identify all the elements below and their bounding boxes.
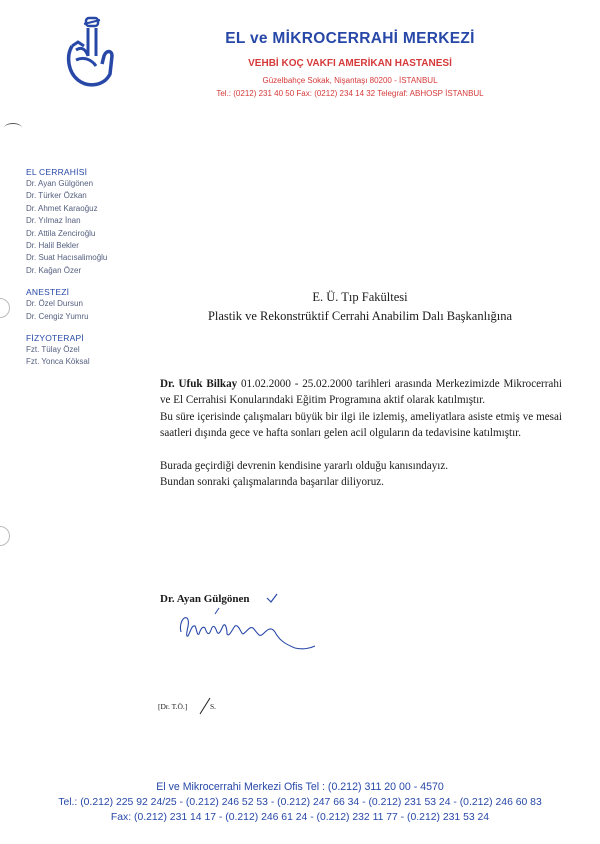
staff-member: Dr. Suat Hacısalimoğlu bbox=[26, 253, 108, 263]
hand-logo-icon bbox=[62, 16, 116, 88]
punch-hole bbox=[0, 526, 10, 546]
staff-member: Dr. Ahmet Karaoğuz bbox=[26, 203, 98, 213]
staff-member: Dr. Yılmaz İnan bbox=[26, 216, 81, 226]
reference-code: [Dr. T.Ö.] bbox=[158, 702, 188, 711]
handwritten-signature bbox=[175, 604, 325, 664]
trainee-name: Dr. Ufuk Bilkay bbox=[160, 378, 238, 390]
staff-member: Fzt. Yonca Köksal bbox=[26, 357, 90, 367]
paragraph-2: Bu süre içerisinde çalışmaları büyük bir ilgi ile izlemiş, ameliyatlara asiste etmiş ve mesai saatleri dışında gece ve hafta sonları gelen acil olguların da tedavisine katılmıştır. bbox=[160, 410, 562, 440]
punch-hole bbox=[0, 298, 10, 318]
footer-office-phone: El ve Mikrocerrahi Merkezi Ofis Tel : (0.212) 311 20 00 - 4570 bbox=[156, 781, 444, 793]
staff-section-physiotherapy bbox=[26, 332, 156, 369]
paragraph-4: Bundan sonraki çalışmalarında başarılar diliyoruz. bbox=[160, 476, 384, 489]
footer-fax-numbers: Fax: (0.212) 231 14 17 - (0.212) 246 61 24 - (0.212) 232 11 77 - (0.212) 231 53 24 bbox=[110, 812, 490, 823]
paragraph-3: Burada geçirdiği devrenin kendisine yararlı olduğu kanısındayız. bbox=[160, 459, 449, 472]
staff-section-anesthesia bbox=[26, 286, 156, 323]
staff-member: Dr. Cengiz Yumru bbox=[26, 311, 89, 321]
signer-name: Dr. Ayan Gülgönen bbox=[160, 593, 250, 605]
pen-mark bbox=[4, 123, 22, 133]
staff-section-hand-surgery bbox=[26, 166, 156, 277]
staff-member: Dr. Attila Zenciroğlu bbox=[26, 228, 96, 238]
hospital-name: VEHBİ KOÇ VAKFI AMERİKAN HASTANESİ bbox=[248, 58, 452, 69]
reference-mark: S. bbox=[210, 702, 217, 711]
staff-member: Dr. Halil Bekler bbox=[26, 241, 79, 251]
staff-section-heading: ANESTEZİ bbox=[26, 287, 70, 298]
center-title: EL ve MİKROCERRAHİ MERKEZİ bbox=[225, 30, 475, 47]
staff-member: Fzt. Tülay Özel bbox=[26, 345, 80, 355]
letter-body bbox=[160, 376, 562, 490]
recipient-institution: E. Ü. Tıp Fakültesi bbox=[312, 290, 408, 304]
recipient-department: Plastik ve Rekonstrüktif Cerrahi Anabilim Dalı Başkanlığına bbox=[207, 309, 513, 323]
staff-sidebar bbox=[26, 166, 156, 378]
staff-member: Dr. Kağan Özer bbox=[26, 265, 82, 275]
paragraph-1 bbox=[160, 376, 562, 409]
staff-member: Dr. Türker Özkan bbox=[26, 191, 87, 201]
staff-section-heading: FİZYOTERAPİ bbox=[26, 333, 84, 344]
staff-section-heading: EL CERRAHİSİ bbox=[26, 167, 88, 177]
staff-member: Dr. Özel Dursun bbox=[26, 299, 83, 309]
footer-phone-numbers: Tel.: (0.212) 225 92 24/25 - (0.212) 246 52 53 - (0.212) 247 66 34 - (0.212) 231 53 24 - (0.212) 246 60 83 bbox=[58, 797, 542, 808]
paragraph-1-text: 01.02.2000 - 25.02.2000 tarihleri arasında Merkezimizde Mikrocerrahi ve El Cerrahisi Konularındaki Eğitim Programına aktif olarak katılmıştır. bbox=[160, 378, 562, 407]
address-line: Güzelbahçe Sokak, Nişantaşı 80200 - İSTANBUL bbox=[262, 76, 438, 85]
contact-line: Tel.: (0212) 231 40 50 Fax: (0212) 234 14 32 Telegraf: ABHOSP İSTANBUL bbox=[216, 89, 484, 98]
staff-member: Dr. Ayan Gülgönen bbox=[26, 179, 94, 188]
